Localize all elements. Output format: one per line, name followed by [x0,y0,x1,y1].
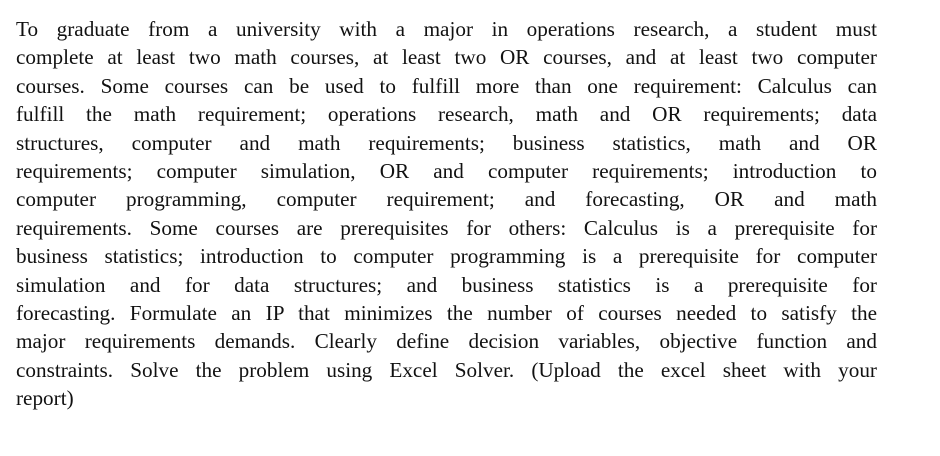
problem-line: computer programming, computer requirement; and forecasting, OR and math [16,187,877,212]
problem-line: complete at least two math courses, at least two OR courses, and at least two computer [16,45,877,70]
problem-line: business statistics; introduction to computer programming is a prerequisite for computer [16,244,877,269]
problem-line: major requirements demands. Clearly define decision variables, objective function and [16,329,877,354]
problem-line: To graduate from a university with a major in operations research, a student must [16,17,877,41]
problem-line: constraints. Solve the problem using Excel Solver. (Upload the excel sheet with your [16,357,877,382]
problem-line: fulfill the math requirement; operations research, math and OR requirements; data [16,102,877,127]
problem-statement [16,15,877,413]
problem-line: simulation and for data structures; and business statistics is a prerequisite for [16,272,877,297]
problem-line: forecasting. Formulate an IP that minimizes the number of courses needed to satisfy the [16,301,877,326]
document-body [16,15,877,413]
problem-line: structures, computer and math requirements; business statistics, math and OR [16,130,877,155]
problem-line: requirements. Some courses are prerequisites for others: Calculus is a prerequisite for [16,215,877,240]
problem-line: requirements; computer simulation, OR and computer requirements; introduction to [16,159,877,184]
problem-line: courses. Some courses can be used to fulfill more than one requirement: Calculus can [16,73,877,98]
problem-line: report) [16,386,74,411]
